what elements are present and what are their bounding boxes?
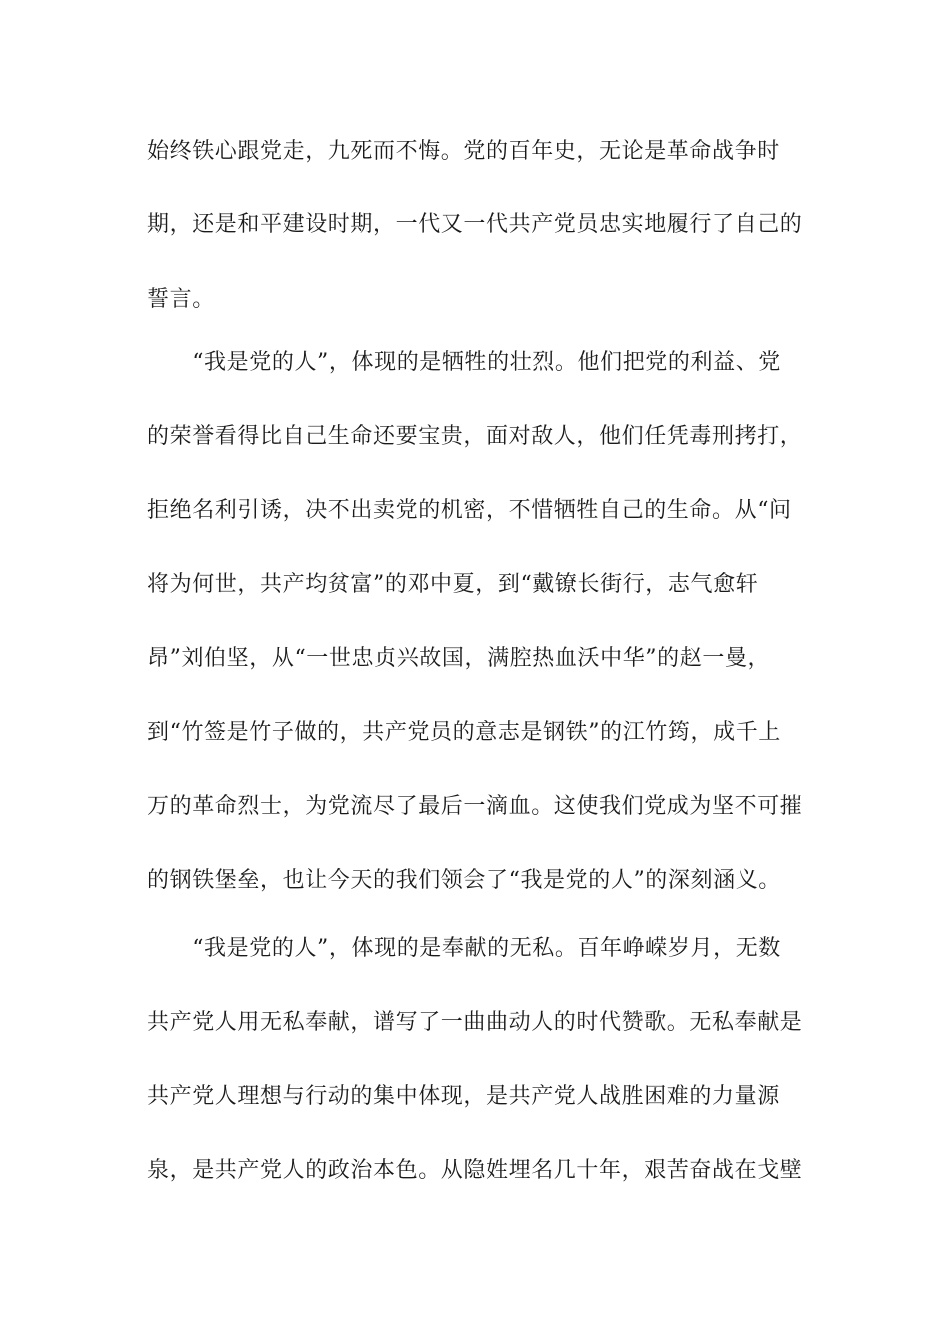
text-line: 拒绝名利引诱，决不出卖党的机密，不惜牺牲自己的生命。从“问 [147, 498, 792, 523]
text-line: 始终铁心跟党走，九死而不悔。党的百年史，无论是革命战争时 [147, 139, 780, 164]
text-line: 泉，是共产党人的政治本色。从隐姓埋名几十年，艰苦奋战在戈壁 [147, 1158, 803, 1183]
text-line: 期，还是和平建设时期，一代又一代共产党员忠实地履行了自己的 [147, 212, 803, 237]
text-line: “我是党的人”，体现的是牺牲的壮烈。他们把党的利益、党 [147, 350, 781, 375]
text-line: 万的革命烈士，为党流尽了最后一滴血。这使我们党成为坚不可摧 [147, 794, 803, 819]
text-line: 誓言。 [147, 287, 215, 312]
text-line: “我是党的人”，体现的是奉献的无私。百年峥嵘岁月，无数 [147, 936, 781, 961]
text-line: 将为何世，共产均贫富”的邓中夏，到“戴镣长街行，志气愈轩 [147, 572, 759, 597]
text-line: 到“竹签是竹子做的，共产党员的意志是钢铁”的江竹筠，成千上 [147, 720, 781, 745]
text-line: 昂”刘伯坚，从“一世忠贞兴故国，满腔热血沃中华”的赵一曼， [147, 646, 771, 671]
text-line: 共产党人用无私奉献，谱写了一曲曲动人的时代赞歌。无私奉献是 [147, 1010, 803, 1035]
text-line: 的钢铁堡垒，也让今天的我们领会了“我是党的人”的深刻涵义。 [147, 868, 781, 893]
text-line: 共产党人理想与行动的集中体现，是共产党人战胜困难的力量源 [147, 1084, 780, 1109]
text-line: 的荣誉看得比自己生命还要宝贵，面对敌人，他们任凭毒刑拷打， [147, 424, 803, 449]
